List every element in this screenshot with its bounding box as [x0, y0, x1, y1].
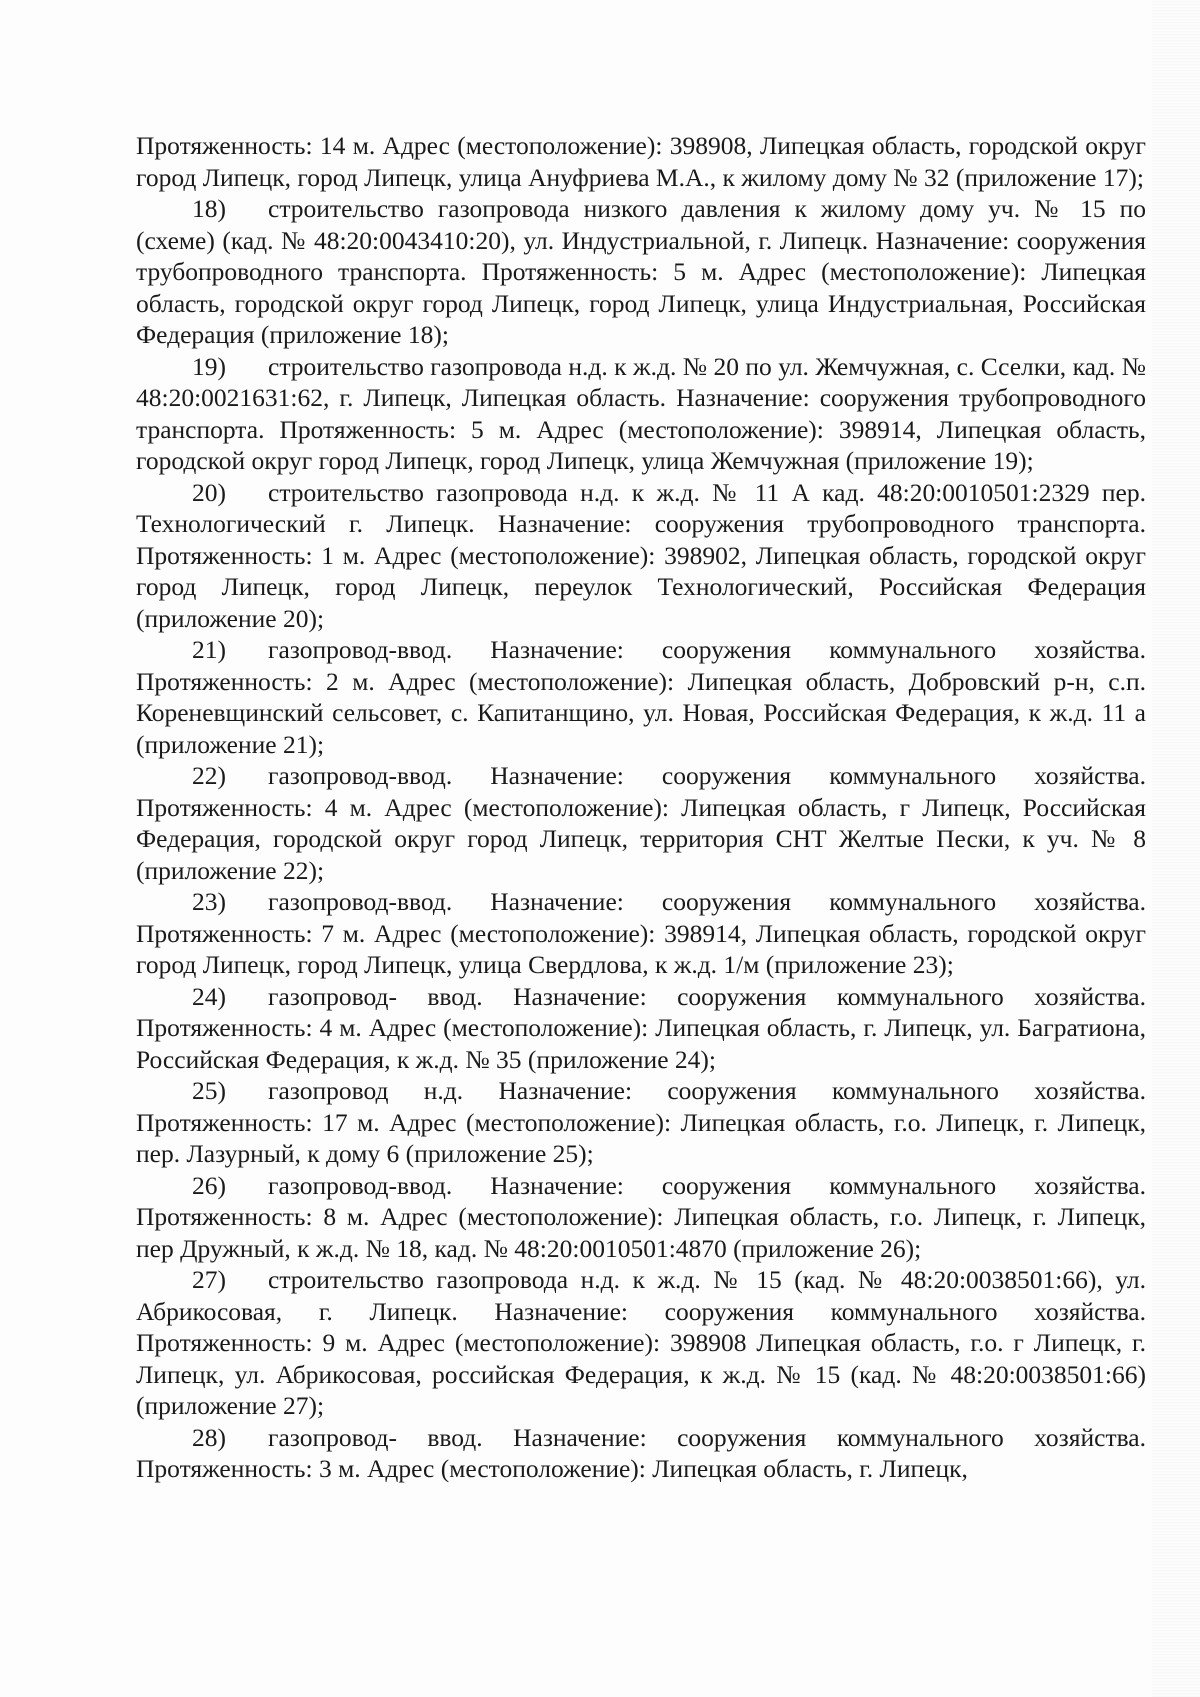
- item-text: строительство газопровода низкого давления к жилому дому уч. № 15 по (схеме) (кад. № 48:20:0043410:20), ул. Индустриальной, г. Липецк. Назначение: сооружения трубопроводного транспорта. Протяженность: 5 м. Адрес (местоположение): Липецкая область, городской округ город Липецк, город Липецк, улица Индустриальная, Российская Федерация (приложение 18);: [136, 194, 1146, 349]
- list-item-19: [136, 351, 1146, 477]
- item-text: строительство газопровода н.д. к ж.д. № 15 (кад. № 48:20:0038501:66), ул. Абрикосовая, г. Липецк. Назначение: сооружения коммунального хозяйства. Протяженность: 9 м. Адрес (местоположение): 398908 Липецкая область, г.о. г Липецк, г. Липецк, ул. Абрикосовая, российская Федерация, к ж.д. № 15 (кад. № 48:20:0038501:66) (приложение 27);: [136, 1265, 1146, 1420]
- document-body: [136, 130, 1146, 1485]
- list-item-21: [136, 634, 1146, 760]
- item-text: газопровод-ввод. Назначение: сооружения коммунального хозяйства. Протяженность: 7 м. Адрес (местоположение): 398914, Липецкая область, городской округ город Липецк, город Липецк, улица Свердлова, к ж.д. 1/м (приложение 23);: [136, 887, 1146, 979]
- item-text: газопровод- ввод. Назначение: сооружения коммунального хозяйства. Протяженность: 4 м. Адрес (местоположение): Липецкая область, г. Липецк, ул. Багратиона, Российская Федерация, к ж.д. № 35 (приложение 24);: [136, 981, 1146, 1074]
- item-text: газопровод- ввод. Назначение: сооружения коммунального хозяйства. Протяженность: 3 м. Адрес (местоположение): Липецкая область, г. Липецк,: [136, 1422, 1146, 1483]
- item-number: 26): [192, 1170, 226, 1200]
- item-number: 22): [192, 761, 226, 790]
- item-number: 24): [192, 981, 226, 1011]
- list-item-27: [136, 1264, 1146, 1422]
- item-number: 23): [192, 887, 226, 916]
- item-text: строительство газопровода н.д. к ж.д. № 11 А кад. 48:20:0010501:2329 пер. Технологический г. Липецк. Назначение: сооружения трубопроводного транспорта. Протяженность: 1 м. Адрес (местоположение): 398902, Липецкая область, городской округ город Липецк, город Липецк, переулок Технологический, Российская Федерация (приложение 20);: [136, 477, 1146, 633]
- item-text: газопровод н.д. Назначение: сооружения коммунального хозяйства. Протяженность: 17 м. Адрес (местоположение): Липецкая область, г.о. Липецк, г. Липецк, пер. Лазурный, к дому 6 (приложение 25);: [136, 1076, 1146, 1168]
- item-number: 19): [192, 351, 226, 381]
- list-item-20: [136, 477, 1146, 635]
- item-number: 28): [192, 1422, 226, 1452]
- item-number: 20): [192, 477, 226, 507]
- list-item-22: [136, 760, 1146, 886]
- list-item-26: [136, 1170, 1146, 1265]
- intro-paragraph: Протяженность: 14 м. Адрес (местоположение): 398908, Липецкая область, городской округ город Липецк, город Липецк, улица Ануфриева М.А., к жилому дому № 32 (приложение 17);: [136, 131, 1146, 192]
- item-text: газопровод-ввод. Назначение: сооружения коммунального хозяйства. Протяженность: 4 м. Адрес (местоположение): Липецкая область, г Липецк, Российская Федерация, городской округ город Липецк, территория СНТ Желтые Пески, к уч. № 8 (приложение 22);: [136, 761, 1146, 885]
- list-item-25: [136, 1075, 1146, 1170]
- item-number: 25): [192, 1076, 226, 1105]
- item-text: газопровод-ввод. Назначение: сооружения коммунального хозяйства. Протяженность: 8 м. Адрес (местоположение): Липецкая область, г.о. Липецк, г. Липецк, пер Дружный, к ж.д. № 18, кад. № 48:20:0010501:4870 (приложение 26);: [136, 1170, 1146, 1263]
- scan-edge-texture: [1152, 0, 1200, 1697]
- list-item-28: [136, 1422, 1146, 1485]
- item-text: газопровод-ввод. Назначение: сооружения коммунального хозяйства. Протяженность: 2 м. Адрес (местоположение): Липецкая область, Добровский р-н, с.п. Кореневщинский сельсовет, с. Капитанщино, ул. Новая, Российская Федерация, к ж.д. 11 а (приложение 21);: [136, 635, 1146, 759]
- item-number: 18): [192, 194, 226, 223]
- list-item-18: [136, 193, 1146, 351]
- item-number: 27): [192, 1265, 226, 1294]
- item-text: строительство газопровода н.д. к ж.д. № 20 по ул. Жемчужная, с. Сселки, кад. № 48:20:0021631:62, г. Липецк, Липецкая область. Назначение: сооружения трубопроводного транспорта. Протяженность: 5 м. Адрес (местоположение): 398914, Липецкая область, городской округ город Липецк, город Липецк, улица Жемчужная (приложение 19);: [136, 351, 1146, 475]
- item-number: 21): [192, 635, 226, 664]
- list-item-24: [136, 981, 1146, 1076]
- list-item-23: [136, 886, 1146, 981]
